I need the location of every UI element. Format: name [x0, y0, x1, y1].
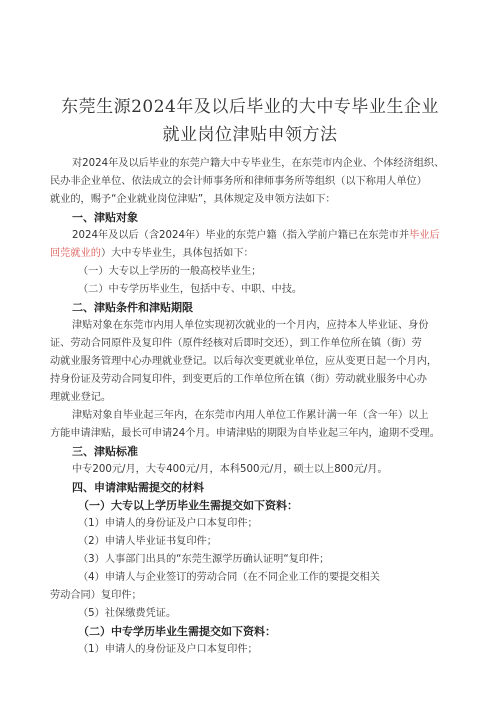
- section-1-heading: 一、津贴对象: [72, 211, 138, 224]
- section-4-heading: 四、申请津贴需提交的材料: [72, 481, 204, 494]
- intro-line-3: 就业的，赐予“企业就业岗位津贴”，具体规定及申领方法如下：: [50, 194, 336, 205]
- material-item: （4）申请人与企业签订的劳动合同（在不同企业工作的要提交相关: [78, 572, 380, 583]
- section-1-paragraph-cont: [50, 247, 254, 261]
- section-2-p2-line: 津贴对象自毕业起三年内，在东莞市内用人单位工作累计满一年（含一年）以上: [72, 410, 429, 421]
- material-item: （5）社保缴费凭证。: [78, 608, 177, 619]
- material-item-continuation: 劳动合同）复印件；: [50, 590, 142, 601]
- material-item: （1）申请人的身份证及户口本复印件；: [78, 518, 258, 529]
- section-1-item-1: （一）大专以上学历的一般高校毕业生；: [78, 266, 262, 277]
- intro-line-2: 民办非企业单位、依法成立的会计师事务所和律师事务所等组织（以下称用人单位）: [50, 176, 427, 187]
- material-item: （3）人事部门出具的“东莞生源学历确认证明“复印件；: [78, 554, 330, 565]
- material-item: （2）申请人毕业证书复印件；: [78, 536, 217, 547]
- section-2-p2-line: 方能申请津贴，最长可申请24个月。申请津贴的期限为自毕业起三年内，逾期不受理。: [50, 428, 440, 439]
- section-1-paragraph: [72, 229, 440, 243]
- section-2-p1-line: 动就业服务管理中心办理就业登记。以后每次变更就业单位，应从变更日起一个月内，: [50, 356, 438, 367]
- section-2-p1-line: 证、劳动合同原件及复印件（原件经核对后即时交还），到工作单位所在镇（街）劳: [50, 338, 422, 349]
- section-2-p1-line: 理就业登记。: [50, 392, 112, 403]
- section-1-text-a: 2024年及以后（含2024年）毕业的东莞户籍（指入学前户籍已在东莞市并: [72, 230, 410, 241]
- title-line-1: 东莞生源2024年及以后毕业的大中专毕业生企业: [61, 97, 439, 117]
- section-2-p1-line: 持身份证及劳动合同复印件，到变更后的工作单位所在镇（街）劳动就业服务中心办: [50, 374, 427, 385]
- title-line-2: 就业岗位津贴申领方法: [162, 125, 338, 145]
- section-2-p1-line: 津贴对象在东莞市内用人单位实现初次就业的一个月内，应持本人毕业证、身份: [72, 320, 429, 331]
- section-1-text-b: ）大中专毕业生，具体包括如下：: [100, 248, 254, 259]
- section-4-subheading-2: （二）中专学历毕业生需提交如下资料：: [78, 625, 276, 638]
- section-1-item-2: （二）中专学历毕业生，包括中专、中职、中技。: [78, 284, 303, 295]
- highlight-text: 回莞就业的: [50, 248, 101, 259]
- section-2-heading: 二、津贴条件和津贴期限: [72, 301, 193, 314]
- section-3-heading: 三、津贴标准: [72, 445, 138, 458]
- highlight-text: 毕业后: [409, 230, 440, 241]
- section-4-subheading-1: （一）大专以上学历毕业生需提交如下资料：: [78, 499, 298, 512]
- section-3-paragraph: 中专200元/月，大专400元/月，本科500元/月，硕士以上800元/月。: [72, 464, 388, 475]
- material-item: （1）申请人的身份证及户口本复印件；: [78, 644, 258, 655]
- intro-line-1: 对2024年及以后毕业的东莞户籍大中专毕业生，在东莞市内企业、个体经济组织、: [72, 158, 445, 169]
